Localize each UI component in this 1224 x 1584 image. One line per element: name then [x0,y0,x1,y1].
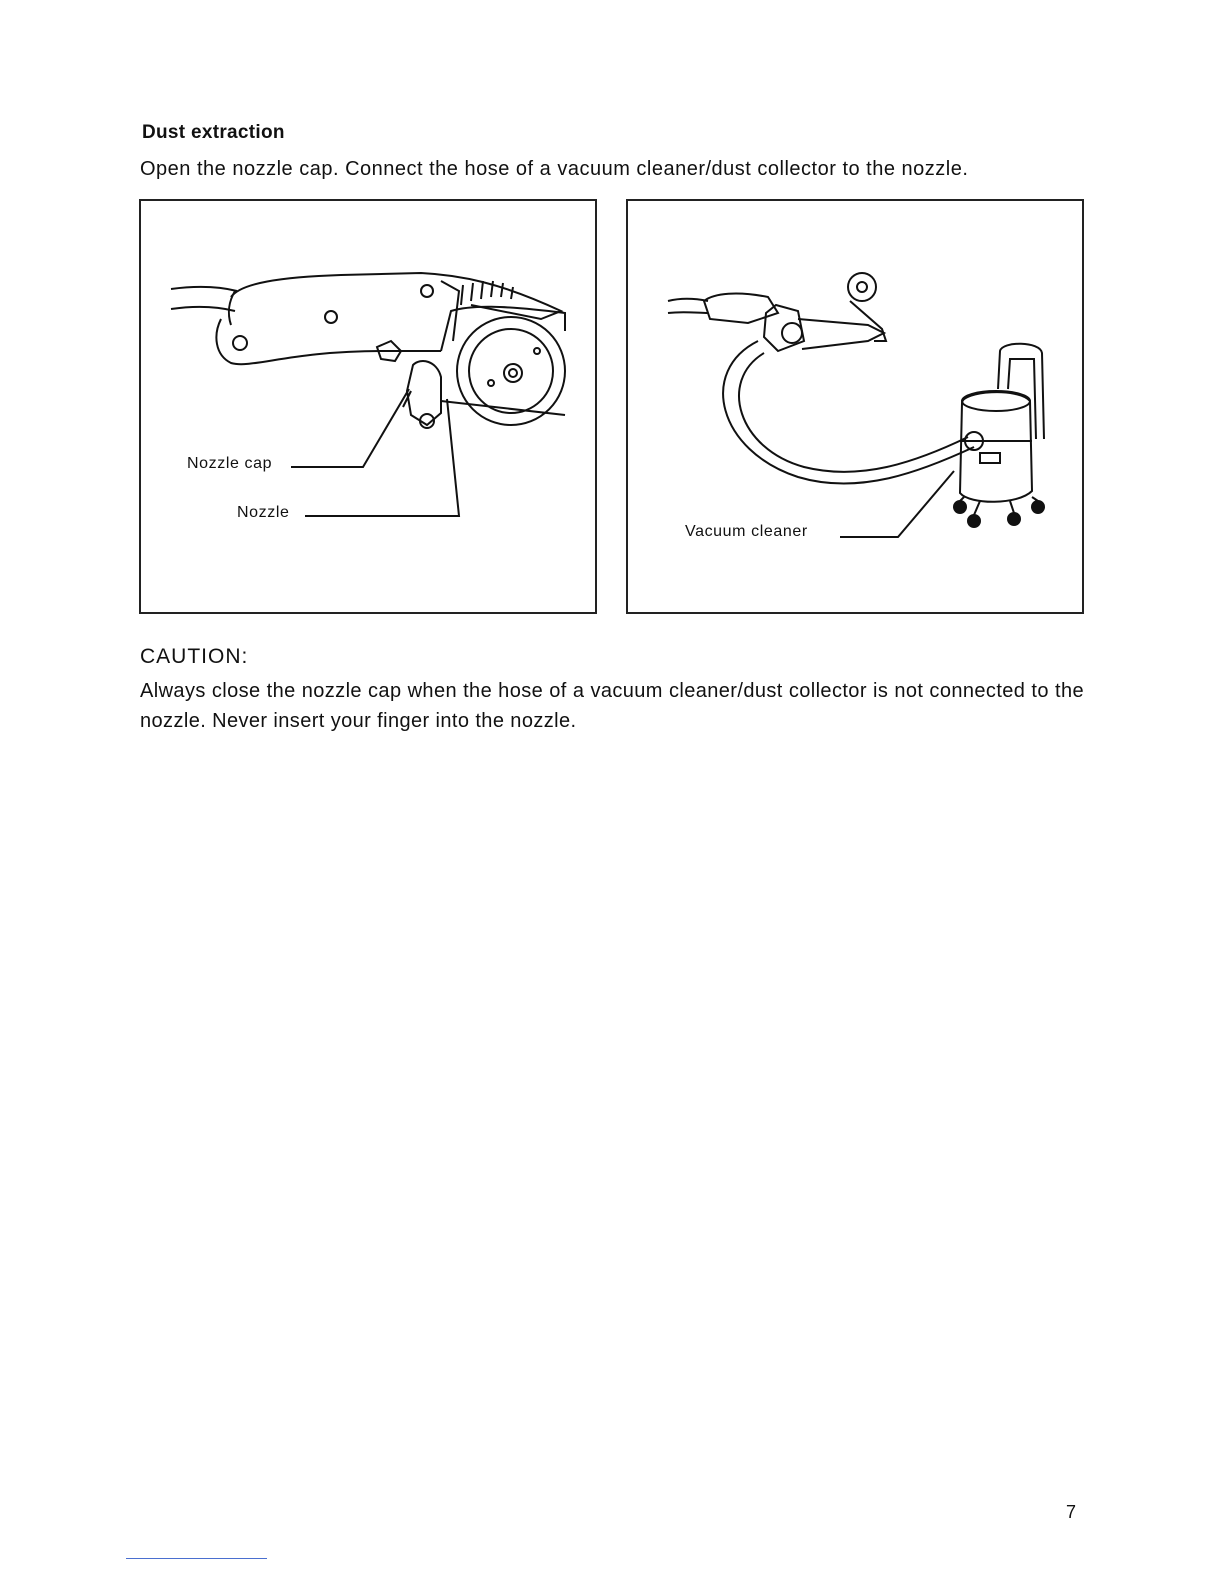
section-heading: Dust extraction [142,122,285,143]
label-nozzle: Nozzle [237,504,290,521]
label-nozzle-cap: Nozzle cap [187,455,273,472]
caution-title: CAUTION: [140,645,249,668]
label-vacuum-cleaner: Vacuum cleaner [685,523,808,540]
intro-text: Open the nozzle cap. Connect the hose of a vacuum cleaner/dust collector to the nozzle. [140,158,969,180]
figure-nozzle-cap [139,199,597,614]
tool-nozzle-illustration [141,201,595,612]
vacuum-connection-illustration [628,201,1082,612]
figure-vacuum-cleaner [626,199,1084,614]
footer-divider [126,1558,267,1559]
caution-text: Always close the nozzle cap when the hose of a vacuum cleaner/dust collector is not connected to the nozzle. Never insert your finger into the nozzle. [140,680,1084,732]
page-number: 7 [1066,1502,1077,1522]
